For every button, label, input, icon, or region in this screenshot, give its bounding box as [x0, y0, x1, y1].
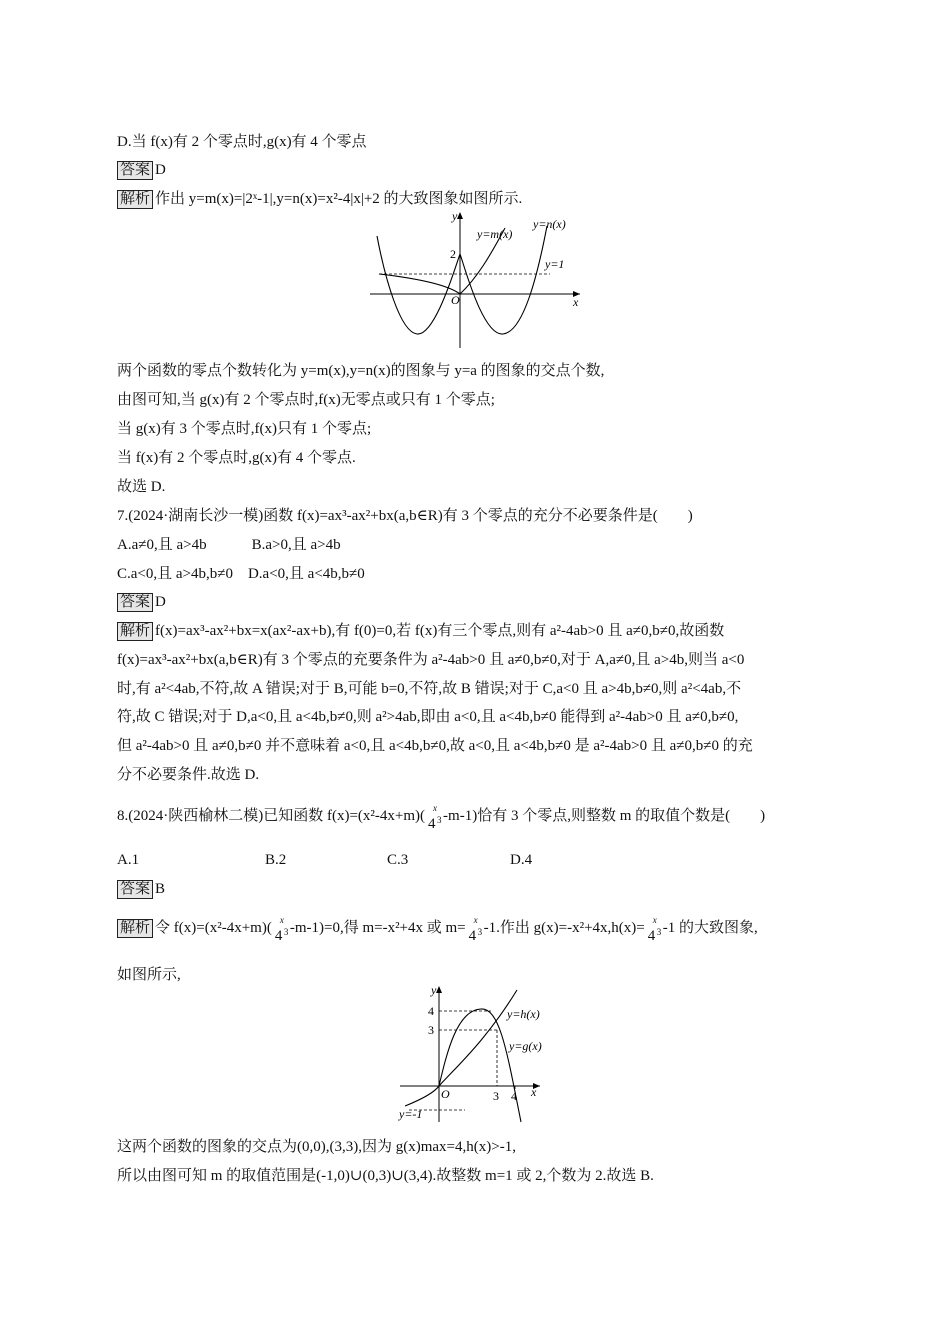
q6-analysis-line [117, 189, 522, 209]
power-exp-num: x [473, 915, 478, 925]
y-axis-arrow [457, 212, 463, 219]
label-origin: O [451, 293, 460, 307]
power-expression [466, 912, 484, 944]
answer-tag: 答案 [117, 880, 153, 899]
q6-analysis-5: 当 f(x)有 2 个零点时,g(x)有 4 个零点. [117, 450, 356, 466]
analysis-tag: 解析 [117, 622, 153, 641]
q7-options-2: C.a<0,且 a>4b,b≠0 D.a<0,且 a<4b,b≠0 [117, 566, 365, 582]
q8-analysis-line [117, 912, 758, 944]
analysis-tag: 解析 [117, 190, 153, 209]
q7-analysis-2: f(x)=ax³-ax²+bx(a,b∈R)有 3 个零点的充要条件为 a²-4ab>0 且 a≠0,b≠0,对于 A,a≠0,且 a>4b,则当 a<0 [117, 652, 745, 668]
analysis-tag: 解析 [117, 919, 153, 938]
power-exp-den: 3 [656, 927, 662, 937]
label-y4: 4 [428, 1004, 434, 1018]
label-y: y [452, 209, 458, 223]
power-exp-num: x [279, 915, 284, 925]
q8-option-d: D.4 [510, 852, 533, 868]
power-base: 4 [647, 928, 656, 944]
q8-option-b: B.2 [265, 852, 287, 868]
q6-analysis-2: 两个函数的零点个数转化为 y=m(x),y=n(x)的图象与 y=a 的图象的交点个数, [117, 363, 605, 379]
label-y3: 3 [428, 1023, 434, 1037]
q8-option-c: C.3 [387, 852, 409, 868]
power-exp-den: 3 [477, 927, 483, 937]
power-expression [645, 912, 663, 944]
power-expression [425, 800, 443, 832]
figure-m-n-functions [365, 208, 590, 350]
label-y1: y=1 [545, 257, 565, 271]
curve-h [405, 990, 517, 1106]
answer-value: D [155, 594, 166, 610]
stem-part-a: 8.(2024·陕西榆林二模)已知函数 f(x)=(x²-4x+m)( [117, 808, 426, 824]
curve-g [439, 1009, 521, 1122]
analysis-part-d: -1 的大致图象, [662, 920, 758, 936]
power-exp-num: x [652, 915, 657, 925]
power-exp-den: 3 [437, 815, 442, 825]
analysis-part-c: -1.作出 g(x)=-x²+4x,h(x)= [483, 920, 645, 936]
power-exp-num: x [433, 803, 438, 813]
answer-value: B [155, 881, 166, 897]
answer-tag: 答案 [117, 161, 153, 180]
answer-value: D [155, 162, 166, 178]
y-axis-arrow [436, 986, 442, 993]
analysis-text: f(x)=ax³-ax²+bx=x(ax²-ax+b),有 f(0)=0,若 f(x)有三个零点,则有 a²-4ab>0 且 a≠0,b≠0,故函数 [155, 623, 725, 639]
q7-analysis-6: 分不必要条件.故选 D. [117, 767, 260, 783]
q7-analysis-5: 但 a²-4ab>0 且 a≠0,b≠0 并不意味着 a<0,且 a<4b,b≠0,故 a<0,且 a<4b,b≠0 是 a²-4ab>0 且 a≠0,b≠0 的充 [117, 738, 753, 754]
q7-answer-line [117, 592, 166, 612]
label-x4: 4 [511, 1089, 517, 1103]
analysis-part-b: -m-1)=0,得 m=-x²+4x 或 m= [289, 920, 466, 936]
figure-g-h-functions [395, 982, 555, 1125]
analysis-text: 作出 y=m(x)=|2ˣ-1|,y=n(x)=x²-4|x|+2 的大致图象如图所示. [155, 191, 523, 207]
q8-answer-line [117, 879, 165, 899]
power-base: 4 [428, 816, 436, 832]
label-y: y [431, 983, 437, 997]
q7-options-1: A.a≠0,且 a>4b B.a>0,且 a>4b [117, 537, 341, 553]
label-ym: y=m(x) [477, 227, 513, 241]
power-base: 4 [468, 928, 477, 944]
power-exp-den: 3 [283, 927, 289, 937]
q6-analysis-4: 当 g(x)有 3 个零点时,f(x)只有 1 个零点; [117, 421, 372, 437]
label-x: x [573, 295, 579, 309]
label-yg: y=g(x) [509, 1039, 542, 1053]
analysis-part-a: 令 f(x)=(x²-4x+m)( [155, 920, 272, 936]
q6-conclusion: 故选 D. [117, 479, 166, 495]
q7-analysis-3: 时,有 a²<4ab,不符,故 A 错误;对于 B,可能 b=0,不符,故 B 错误;对于 C,a<0 且 a>4b,b≠0,则 a²<4ab,不 [117, 681, 742, 697]
label-yn: y=n(x) [533, 217, 566, 231]
q6-option-d: D.当 f(x)有 2 个零点时,g(x)有 4 个零点 [117, 134, 367, 150]
q6-answer-line [117, 160, 166, 180]
stem-part-b: -m-1)恰有 3 个零点,则整数 m 的取值个数是( ) [443, 808, 766, 824]
label-origin: O [441, 1087, 450, 1101]
q6-analysis-3: 由图可知,当 g(x)有 2 个零点时,f(x)无零点或只有 1 个零点; [117, 392, 495, 408]
answer-tag: 答案 [117, 593, 153, 612]
label-x: x [531, 1085, 537, 1099]
label-x3: 3 [493, 1089, 499, 1103]
q8-option-a: A.1 [117, 852, 140, 868]
q7-analysis-4: 符,故 C 错误;对于 D,a<0,且 a<4b,b≠0,则 a²>4ab,即由 a<0,且 a<4b,b≠0 能得到 a²-4ab>0 且 a≠0,b≠0, [117, 709, 739, 725]
curve-n [377, 226, 547, 334]
q8-stem [117, 800, 766, 832]
q7-analysis-line [117, 621, 724, 641]
q8-analysis-2: 如图所示, [117, 967, 181, 983]
label-two: 2 [450, 247, 456, 261]
label-y-minus-1: y=-1 [399, 1107, 423, 1121]
power-base: 4 [274, 928, 283, 944]
q8-analysis-3: 这两个函数的图象的交点为(0,0),(3,3),因为 g(x)max=4,h(x)>-1, [117, 1139, 516, 1155]
q7-stem: 7.(2024·湖南长沙一模)函数 f(x)=ax³-ax²+bx(a,b∈R)有 3 个零点的充分不必要条件是( ) [117, 508, 693, 524]
label-yh: y=h(x) [507, 1007, 540, 1021]
q8-analysis-4: 所以由图可知 m 的取值范围是(-1,0)∪(0,3)∪(3,4).故整数 m=1 或 2,个数为 2.故选 B. [117, 1168, 654, 1184]
power-expression [272, 912, 290, 944]
